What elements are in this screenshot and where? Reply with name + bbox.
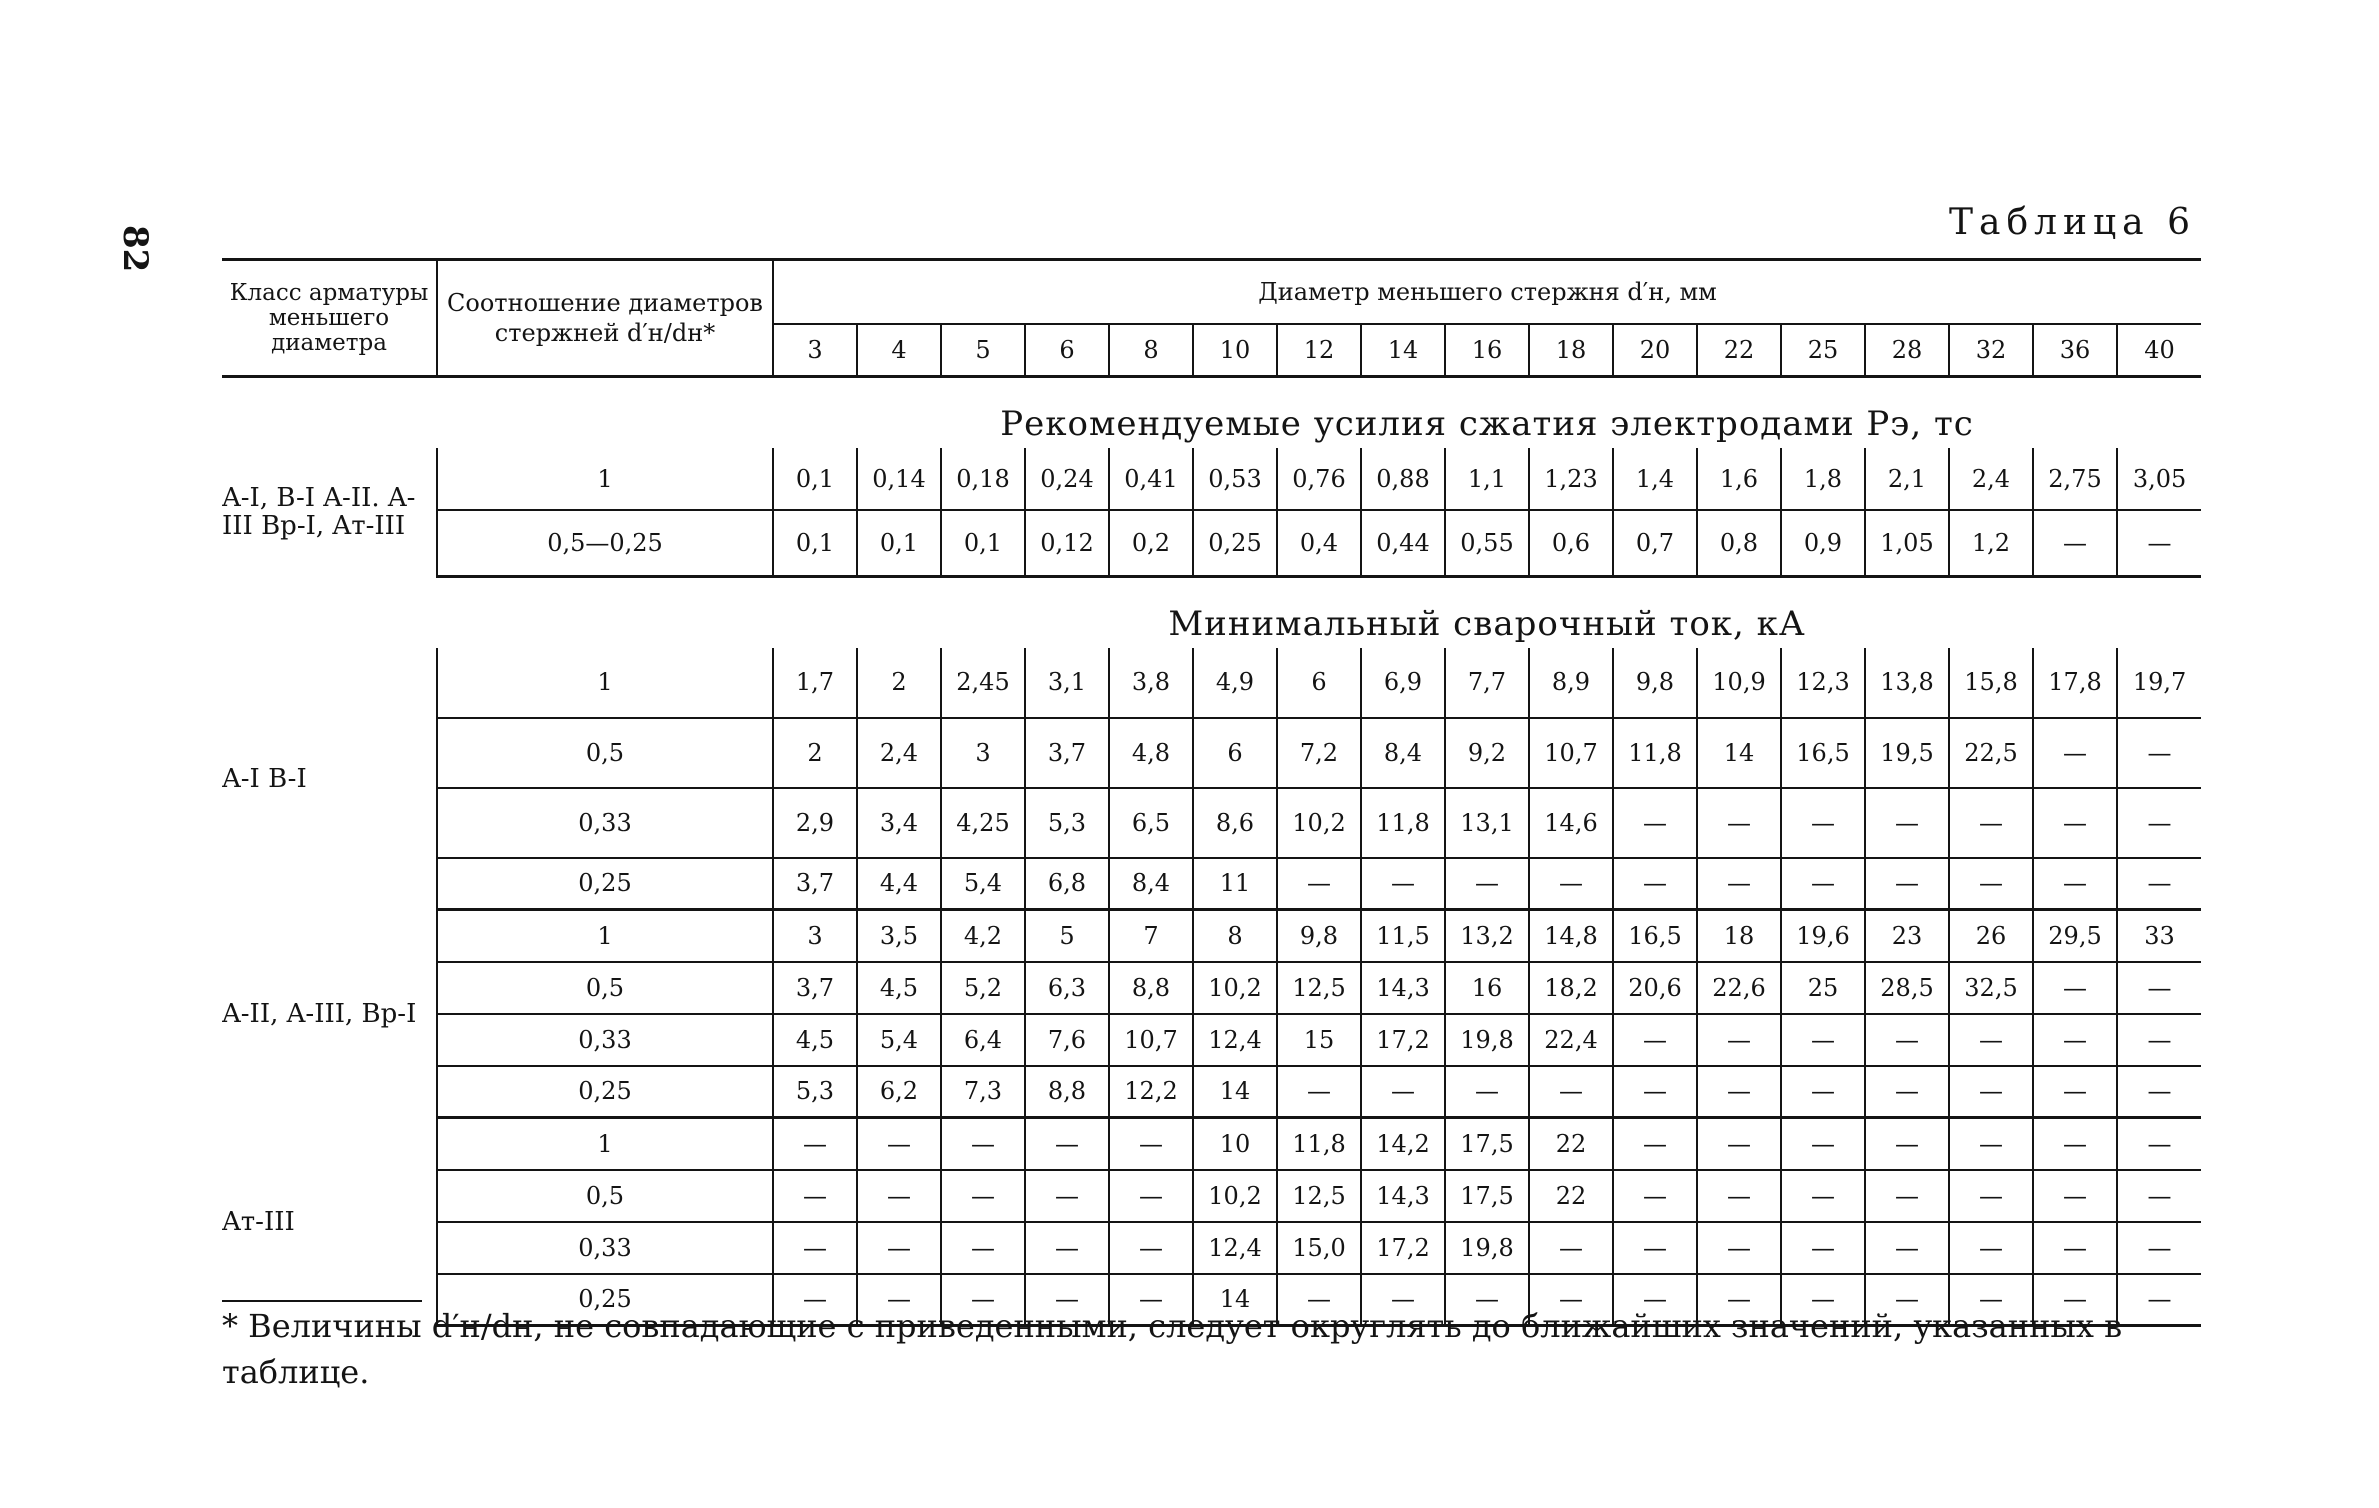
value-cell: 0,14 — [857, 448, 941, 510]
value-cell: 11,8 — [1613, 718, 1697, 788]
table-row — [222, 1066, 2201, 1118]
value-cell: — — [1781, 1014, 1865, 1066]
value-cell: 9,8 — [1613, 648, 1697, 718]
value-cell: 7 — [1109, 910, 1193, 962]
value-cell: — — [1697, 788, 1781, 858]
value-cell: — — [1865, 788, 1949, 858]
value-cell: 19,5 — [1865, 718, 1949, 788]
value-cell: — — [1613, 1118, 1697, 1170]
value-cell: 1,2 — [1949, 510, 2033, 576]
value-cell: 10,7 — [1109, 1014, 1193, 1066]
value-cell: 8,4 — [1361, 718, 1445, 788]
diameter-header-cell: 12 — [1277, 324, 1361, 377]
class-label: A-I, B-I A-II. A-III Bp-I, Aт-III — [222, 448, 437, 576]
value-cell: 22 — [1529, 1170, 1613, 1222]
value-cell: 12,4 — [1193, 1222, 1277, 1274]
footnote: * Величины d′н/dн, не совпадающие с приведенными, следует округлять до ближайших значений, указанных в таблице. — [222, 1307, 2123, 1391]
value-cell: 18,2 — [1529, 962, 1613, 1014]
section-spacer — [222, 576, 773, 648]
value-cell: — — [1445, 1066, 1529, 1118]
value-cell: 14,6 — [1529, 788, 1613, 858]
value-cell: 0,88 — [1361, 448, 1445, 510]
section-title: Минимальный сварочный ток, кА — [1168, 603, 1806, 644]
value-cell: 14 — [1697, 718, 1781, 788]
ratio-cell: 0,25 — [437, 858, 773, 910]
value-cell: 1,1 — [1445, 448, 1529, 510]
value-cell: 11 — [1193, 858, 1277, 910]
value-cell: — — [2033, 858, 2117, 910]
value-cell: 29,5 — [2033, 910, 2117, 962]
value-cell: — — [1781, 1222, 1865, 1274]
value-cell: — — [1361, 1066, 1445, 1118]
value-cell: 0,1 — [941, 510, 1025, 576]
value-cell: 0,4 — [1277, 510, 1361, 576]
value-cell: 0,55 — [1445, 510, 1529, 576]
value-cell: — — [1781, 788, 1865, 858]
value-cell: 16,5 — [1781, 718, 1865, 788]
value-cell: — — [1865, 1014, 1949, 1066]
class-label: Aт-III — [222, 1118, 437, 1326]
value-cell: — — [1025, 1274, 1109, 1326]
value-cell: — — [1613, 1066, 1697, 1118]
value-cell: — — [1697, 1014, 1781, 1066]
value-cell: — — [1529, 1222, 1613, 1274]
value-cell: 3 — [773, 910, 857, 962]
value-cell: — — [2033, 1066, 2117, 1118]
table-row — [222, 1170, 2201, 1222]
value-cell: 22 — [1529, 1118, 1613, 1170]
diameter-header-cell: 10 — [1193, 324, 1277, 377]
value-cell: 12,5 — [1277, 1170, 1361, 1222]
value-cell: 0,76 — [1277, 448, 1361, 510]
value-cell: — — [1361, 1274, 1445, 1326]
value-cell: 16 — [1445, 962, 1529, 1014]
value-cell: 3,7 — [773, 858, 857, 910]
value-cell: — — [773, 1170, 857, 1222]
value-cell: — — [773, 1222, 857, 1274]
value-cell: 12,5 — [1277, 962, 1361, 1014]
value-cell: 7,7 — [1445, 648, 1529, 718]
value-cell: — — [2117, 962, 2201, 1014]
value-cell: — — [1949, 1274, 2033, 1326]
value-cell: 8,6 — [1193, 788, 1277, 858]
table-row — [222, 858, 2201, 910]
value-cell: — — [2117, 718, 2201, 788]
class-label: A-II, A-III, Bp-I — [222, 910, 437, 1118]
value-cell: — — [1697, 1118, 1781, 1170]
diameter-header-cell: 20 — [1613, 324, 1697, 377]
value-cell: — — [2033, 1274, 2117, 1326]
value-cell: 0,2 — [1109, 510, 1193, 576]
diameter-header-cell: 6 — [1025, 324, 1109, 377]
value-cell: 12,2 — [1109, 1066, 1193, 1118]
value-cell: 0,8 — [1697, 510, 1781, 576]
value-cell: — — [2117, 858, 2201, 910]
value-cell: 2,9 — [773, 788, 857, 858]
diameter-header-cell: 8 — [1109, 324, 1193, 377]
value-cell: 0,24 — [1025, 448, 1109, 510]
value-cell: 2 — [857, 648, 941, 718]
value-cell: 17,5 — [1445, 1170, 1529, 1222]
diameter-header-cell: 36 — [2033, 324, 2117, 377]
value-cell: 0,1 — [773, 448, 857, 510]
section-spacer — [222, 377, 773, 449]
value-cell: — — [857, 1118, 941, 1170]
table-row — [222, 510, 2201, 576]
value-cell: 25 — [1781, 962, 1865, 1014]
value-cell: — — [1949, 1170, 2033, 1222]
table-row — [222, 1222, 2201, 1274]
value-cell: 26 — [1949, 910, 2033, 962]
value-cell: 1,05 — [1865, 510, 1949, 576]
diameter-header-cell: 25 — [1781, 324, 1865, 377]
value-cell: 3,05 — [2117, 448, 2201, 510]
value-cell: — — [941, 1118, 1025, 1170]
value-cell: — — [1697, 1066, 1781, 1118]
value-cell: — — [2117, 788, 2201, 858]
value-cell: 3,5 — [857, 910, 941, 962]
diameter-header-cell: 40 — [2117, 324, 2201, 377]
data-table — [222, 258, 2201, 1327]
value-cell: 2 — [773, 718, 857, 788]
value-cell: 19,8 — [1445, 1222, 1529, 1274]
value-cell: — — [1781, 858, 1865, 910]
value-cell: 19,6 — [1781, 910, 1865, 962]
value-cell: 32,5 — [1949, 962, 2033, 1014]
value-cell: — — [2033, 962, 2117, 1014]
value-cell: 6,3 — [1025, 962, 1109, 1014]
value-cell: 11,5 — [1361, 910, 1445, 962]
value-cell: 0,25 — [1193, 510, 1277, 576]
value-cell: 13,1 — [1445, 788, 1529, 858]
value-cell: 10,2 — [1193, 962, 1277, 1014]
value-cell: 0,41 — [1109, 448, 1193, 510]
value-cell: — — [1865, 1222, 1949, 1274]
value-cell: 5,4 — [857, 1014, 941, 1066]
value-cell: 19,7 — [2117, 648, 2201, 718]
ratio-cell: 0,5 — [437, 718, 773, 788]
value-cell: 9,2 — [1445, 718, 1529, 788]
diameter-header-cell: 22 — [1697, 324, 1781, 377]
value-cell: 22,5 — [1949, 718, 2033, 788]
value-cell: — — [1949, 1066, 2033, 1118]
value-cell: — — [1865, 858, 1949, 910]
value-cell: 4,25 — [941, 788, 1025, 858]
value-cell: — — [773, 1274, 857, 1326]
value-cell: 7,6 — [1025, 1014, 1109, 1066]
value-cell: 15,0 — [1277, 1222, 1361, 1274]
ratio-cell: 1 — [437, 448, 773, 510]
value-cell: 4,5 — [773, 1014, 857, 1066]
value-cell: 9,8 — [1277, 910, 1361, 962]
value-cell: 1,4 — [1613, 448, 1697, 510]
value-cell: 14,3 — [1361, 962, 1445, 1014]
value-cell: 1,8 — [1781, 448, 1865, 510]
value-cell: — — [1109, 1170, 1193, 1222]
value-cell: 16,5 — [1613, 910, 1697, 962]
value-cell: — — [1781, 1274, 1865, 1326]
value-cell: — — [857, 1170, 941, 1222]
table-row — [222, 648, 2201, 718]
value-cell: 3 — [941, 718, 1025, 788]
diameter-header-cell: 28 — [1865, 324, 1949, 377]
table-title: Таблица 6 — [1949, 202, 2196, 243]
value-cell: — — [1277, 1066, 1361, 1118]
value-cell: 14,3 — [1361, 1170, 1445, 1222]
ratio-cell: 0,33 — [437, 788, 773, 858]
value-cell: 6 — [1277, 648, 1361, 718]
value-cell: 11,8 — [1277, 1118, 1361, 1170]
diameter-header-cell: 16 — [1445, 324, 1529, 377]
value-cell: 0,18 — [941, 448, 1025, 510]
value-cell: — — [2117, 1170, 2201, 1222]
ratio-cell: 0,5 — [437, 1170, 773, 1222]
value-cell: 0,7 — [1613, 510, 1697, 576]
value-cell: — — [2033, 1222, 2117, 1274]
value-cell: 5,3 — [1025, 788, 1109, 858]
value-cell: 7,2 — [1277, 718, 1361, 788]
table-row — [222, 1014, 2201, 1066]
value-cell: — — [1949, 1222, 2033, 1274]
footnote-rule — [222, 1300, 422, 1302]
value-cell: 12,3 — [1781, 648, 1865, 718]
header-ratio-column: Соотношение диаметров стержней d′н/dн* — [437, 260, 773, 377]
value-cell: 7,3 — [941, 1066, 1025, 1118]
value-cell: — — [2117, 1274, 2201, 1326]
value-cell: 6,8 — [1025, 858, 1109, 910]
value-cell: 8,4 — [1109, 858, 1193, 910]
value-cell: 17,2 — [1361, 1222, 1445, 1274]
header-diameter-column: Диаметр меньшего стержня d′н, мм — [773, 260, 2201, 325]
value-cell: 3,8 — [1109, 648, 1193, 718]
value-cell: — — [1613, 1170, 1697, 1222]
value-cell: 6 — [1193, 718, 1277, 788]
value-cell: 11,8 — [1361, 788, 1445, 858]
value-cell: 33 — [2117, 910, 2201, 962]
value-cell: 17,5 — [1445, 1118, 1529, 1170]
value-cell: 20,6 — [1613, 962, 1697, 1014]
value-cell: — — [1529, 1274, 1613, 1326]
value-cell: — — [2117, 1222, 2201, 1274]
value-cell: 3,1 — [1025, 648, 1109, 718]
value-cell: 5 — [1025, 910, 1109, 962]
value-cell: — — [1445, 1274, 1529, 1326]
value-cell: 17,2 — [1361, 1014, 1445, 1066]
value-cell: 6,9 — [1361, 648, 1445, 718]
value-cell: 1,6 — [1697, 448, 1781, 510]
table-row — [222, 910, 2201, 962]
value-cell: — — [1277, 1274, 1361, 1326]
value-cell: — — [2117, 1014, 2201, 1066]
value-cell: — — [1109, 1222, 1193, 1274]
diameter-header-cell: 5 — [941, 324, 1025, 377]
value-cell: 10,9 — [1697, 648, 1781, 718]
value-cell: 0,1 — [773, 510, 857, 576]
ratio-cell: 0,5 — [437, 962, 773, 1014]
ratio-cell: 0,33 — [437, 1222, 773, 1274]
value-cell: — — [2033, 718, 2117, 788]
value-cell: 3,4 — [857, 788, 941, 858]
ratio-cell: 0,5—0,25 — [437, 510, 773, 576]
value-cell: 10,2 — [1277, 788, 1361, 858]
value-cell: 10,2 — [1193, 1170, 1277, 1222]
value-cell: 2,1 — [1865, 448, 1949, 510]
value-cell: 15,8 — [1949, 648, 2033, 718]
value-cell: 22,6 — [1697, 962, 1781, 1014]
value-cell: — — [1949, 1118, 2033, 1170]
value-cell: — — [941, 1222, 1025, 1274]
value-cell: 6,2 — [857, 1066, 941, 1118]
value-cell: — — [1613, 788, 1697, 858]
ratio-cell: 1 — [437, 1118, 773, 1170]
value-cell: 10 — [1193, 1118, 1277, 1170]
value-cell: 2,4 — [857, 718, 941, 788]
ratio-cell: 1 — [437, 910, 773, 962]
value-cell: 12,4 — [1193, 1014, 1277, 1066]
value-cell: — — [1613, 858, 1697, 910]
section-title: Рекомендуемые усилия сжатия электродами Pэ, тс — [1000, 404, 1974, 444]
value-cell: 8,8 — [1025, 1066, 1109, 1118]
value-cell: 8 — [1193, 910, 1277, 962]
value-cell: 5,3 — [773, 1066, 857, 1118]
value-cell: — — [941, 1274, 1025, 1326]
value-cell: 22,4 — [1529, 1014, 1613, 1066]
value-cell: 8,8 — [1109, 962, 1193, 1014]
ratio-cell: 0,25 — [437, 1066, 773, 1118]
value-cell: 6,4 — [941, 1014, 1025, 1066]
class-label: A-I B-I — [222, 648, 437, 910]
diameter-header-cell: 32 — [1949, 324, 2033, 377]
value-cell: 6,5 — [1109, 788, 1193, 858]
value-cell: — — [1949, 1014, 2033, 1066]
value-cell: 5,2 — [941, 962, 1025, 1014]
value-cell: — — [1865, 1170, 1949, 1222]
value-cell: — — [1865, 1274, 1949, 1326]
value-cell: 3,7 — [1025, 718, 1109, 788]
table-row — [222, 1118, 2201, 1170]
value-cell: — — [1865, 1066, 1949, 1118]
value-cell: 28,5 — [1865, 962, 1949, 1014]
value-cell: 1,23 — [1529, 448, 1613, 510]
value-cell: 0,1 — [857, 510, 941, 576]
value-cell: — — [1109, 1274, 1193, 1326]
value-cell: — — [2033, 1014, 2117, 1066]
ratio-cell: 1 — [437, 648, 773, 718]
table-row — [222, 448, 2201, 510]
value-cell: 14 — [1193, 1066, 1277, 1118]
value-cell: 2,75 — [2033, 448, 2117, 510]
value-cell: — — [1781, 1170, 1865, 1222]
value-cell: — — [1613, 1014, 1697, 1066]
value-cell: 4,4 — [857, 858, 941, 910]
value-cell: 0,12 — [1025, 510, 1109, 576]
value-cell: 10,7 — [1529, 718, 1613, 788]
value-cell: — — [2117, 510, 2201, 576]
value-cell: — — [2033, 788, 2117, 858]
value-cell: — — [1781, 1066, 1865, 1118]
value-cell: 13,2 — [1445, 910, 1529, 962]
value-cell: — — [1529, 1066, 1613, 1118]
value-cell: 0,6 — [1529, 510, 1613, 576]
value-cell: — — [1949, 788, 2033, 858]
ratio-cell: 0,25 — [437, 1274, 773, 1326]
table-row — [222, 962, 2201, 1014]
value-cell: — — [857, 1274, 941, 1326]
diameter-header-cell: 4 — [857, 324, 941, 377]
value-cell: — — [773, 1118, 857, 1170]
value-cell: — — [1529, 858, 1613, 910]
value-cell: — — [857, 1222, 941, 1274]
value-cell: — — [1025, 1170, 1109, 1222]
value-cell: 14 — [1193, 1274, 1277, 1326]
value-cell: — — [1277, 858, 1361, 910]
table-row — [222, 788, 2201, 858]
value-cell: — — [1697, 858, 1781, 910]
value-cell: 1,7 — [773, 648, 857, 718]
table-row — [222, 718, 2201, 788]
value-cell: — — [1697, 1274, 1781, 1326]
value-cell: 17,8 — [2033, 648, 2117, 718]
value-cell: 0,44 — [1361, 510, 1445, 576]
value-cell: — — [2117, 1118, 2201, 1170]
value-cell: — — [941, 1170, 1025, 1222]
value-cell: 13,8 — [1865, 648, 1949, 718]
value-cell: 18 — [1697, 910, 1781, 962]
value-cell: 19,8 — [1445, 1014, 1529, 1066]
value-cell: — — [2117, 1066, 2201, 1118]
value-cell: 2,45 — [941, 648, 1025, 718]
diameter-header-cell: 3 — [773, 324, 857, 377]
value-cell: 3,7 — [773, 962, 857, 1014]
value-cell: — — [2033, 510, 2117, 576]
value-cell: 14,2 — [1361, 1118, 1445, 1170]
value-cell: — — [1949, 858, 2033, 910]
value-cell: 4,9 — [1193, 648, 1277, 718]
value-cell: 23 — [1865, 910, 1949, 962]
value-cell: 4,2 — [941, 910, 1025, 962]
value-cell: — — [1109, 1118, 1193, 1170]
diameter-header-cell: 18 — [1529, 324, 1613, 377]
value-cell: — — [2033, 1170, 2117, 1222]
value-cell: 0,9 — [1781, 510, 1865, 576]
value-cell: — — [1361, 858, 1445, 910]
value-cell: — — [1613, 1274, 1697, 1326]
value-cell: — — [2033, 1118, 2117, 1170]
value-cell: 2,4 — [1949, 448, 2033, 510]
value-cell: — — [1865, 1118, 1949, 1170]
value-cell: 14,8 — [1529, 910, 1613, 962]
value-cell: — — [1445, 858, 1529, 910]
value-cell: 5,4 — [941, 858, 1025, 910]
value-cell: — — [1613, 1222, 1697, 1274]
value-cell: — — [1781, 1118, 1865, 1170]
value-cell: 15 — [1277, 1014, 1361, 1066]
value-cell: 8,9 — [1529, 648, 1613, 718]
value-cell: 4,8 — [1109, 718, 1193, 788]
value-cell: 4,5 — [857, 962, 941, 1014]
value-cell: — — [1697, 1222, 1781, 1274]
page-number: 82 — [115, 225, 155, 273]
header-class-column: Класс арматуры меньшего диаметра — [222, 260, 437, 377]
diameter-header-cell: 14 — [1361, 324, 1445, 377]
value-cell: — — [1025, 1118, 1109, 1170]
value-cell: — — [1025, 1222, 1109, 1274]
value-cell: 0,53 — [1193, 448, 1277, 510]
value-cell: — — [1697, 1170, 1781, 1222]
ratio-cell: 0,33 — [437, 1014, 773, 1066]
